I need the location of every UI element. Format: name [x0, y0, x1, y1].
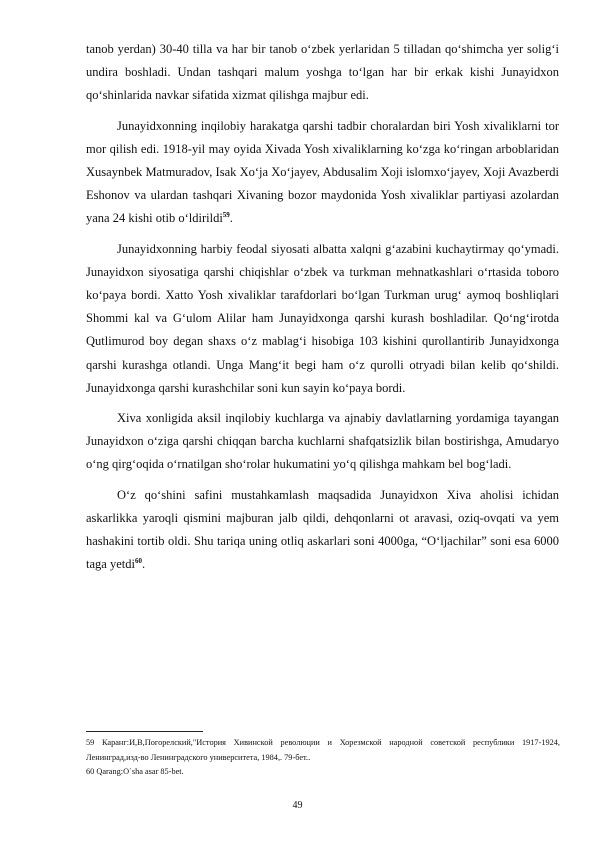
footnote-59: 59 Каранг:И,В,Погорелский,"История Хивинской революции и Хорезмской народной советской республики 1917-1924, Ленинград,изд-во Ленинградского университета, 1984,. 79-бет..	[86, 738, 560, 762]
footnote-ref-60[interactable]: 60	[134, 557, 142, 566]
paragraph-2-text: Junayidxonning inqilobiy harakatga qarshi tadbir choralardan biri Yosh xivaliklarni tor mor qilish edi. 1918-yil may oyida Xivada Yosh xivaliklarning ko‘zga ko‘ringan arboblaridan Xusaynbek Matmuradov, Isak Xo‘ja Xo‘jayev, Abdusalim Xoji islomxo‘jayev, Xoji Avazberdi Eshonov va ulardan tashqari Xivaning bozor maydonida Yosh xivaliklar partiyasi azolardan yana 24 kishi otib o‘ldirildi	[86, 118, 559, 226]
footnotes	[86, 736, 560, 780]
paragraph-2: Junayidxonning inqilobiy harakatga qarshi tadbir choralardan biri Yosh xivaliklarni tor mor qilish edi. 1918-yil may oyida Xivada Yosh xivaliklarning ko‘zga ko‘ringan arboblaridan Xusaynbek Matmuradov, Isak Xo‘ja Xo‘jayev, Abdusalim Xoji islomxo‘jayev, Xoji Avazberdi Eshonov va ulardan tashqari Xivaning bozor maydonida Yosh xivaliklar partiyasi azolardan yana 24 kishi otib o‘ldirildi$^{59}$.	[86, 118, 559, 226]
paragraph-5: O‘z qo‘shini safini mustahkamlash maqsadida Junayidxon Xiva aholisi ichidan askarlikka yaroqli qismini majburan jalb qildi, dehqonlarni ot aravasi, oziq-ovqati va yem hashakini tortib oldi. Shu tariqa uning otliq askarlari soni 4000ga, “O‘ljachilar” soni esa 6000 taga yetdi$^{60}$.	[86, 487, 559, 572]
footnote-separator	[86, 731, 203, 732]
paragraph-3	[86, 238, 559, 400]
body-text	[86, 38, 559, 576]
paragraph-1	[86, 38, 559, 108]
footnote-60: 60 Qarang:O`sha asar 85-bet.	[86, 767, 184, 776]
paragraph-3-text: Junayidxonning harbiy feodal siyosati albatta xalqni g‘azabini kuchaytirmay qo‘ymadi. Junayidxon siyosatiga qarshi chiqishlar o‘zbek va turkman mehnatkashlari o‘rtasida toboro ko‘paya bordi. Xatto Yosh xivaliklar tarafdorlari bo‘lgan Turkman urug‘ aymoq boshliqlari Shommi kal va G‘ulom Alilar ham Junayidxonga qarshi kurash boshladilar. Qo‘ng‘irotda Qutlimurod boy degan shaxs o‘z mablag‘i hisobiga 103 kishini qurollantirib Junayidxonga qarshi kurashga otlandi. Unga Mang‘it begi ham o‘z qurolli otryadi bilan kelib qo‘shildi. Junayidxonga qarshi kurashchilar soni kun sayin ko‘paya bordi.	[86, 241, 559, 395]
paragraph-4	[86, 407, 559, 477]
footnote-ref-59[interactable]: 59	[222, 211, 230, 220]
paragraph-1-text: tanob yerdan) 30-40 tilla va har bir tanob o‘zbek yerlaridan 5 tilladan qo‘shimcha yer solig‘i undira boshladi. Undan tashqari malum yoshga to‘lgan har bir erkak kishi Junayidxon qo‘shinlarida navkar sifatida xizmat qilishga majbur edi.	[86, 42, 559, 103]
paragraph-4-text: Xiva xonligida aksil inqilobiy kuchlarga va ajnabiy davlatlarning yordamiga tayangan Junayidxon o‘ziga qarshi chiqqan barcha kuchlarni shafqatsizlik bilan bostirishga, Amudaryo o‘ng qirg‘oqida o‘rnatilgan sho‘rolar hukumatini yo‘q qilishga mahkam bel bog‘ladi.	[86, 411, 559, 472]
paragraph-5-text: O‘z qo‘shini safini mustahkamlash maqsadida Junayidxon Xiva aholisi ichidan askarlikka yaroqli qismini majburan jalb qildi, dehqonlarni ot aravasi, oziq-ovqati va yem hashakini tortib oldi. Shu tariqa uning otliq askarlari soni 4000ga, “O‘ljachilar” soni esa 6000 taga yetdi	[86, 487, 559, 572]
page-number: 49	[292, 800, 303, 811]
